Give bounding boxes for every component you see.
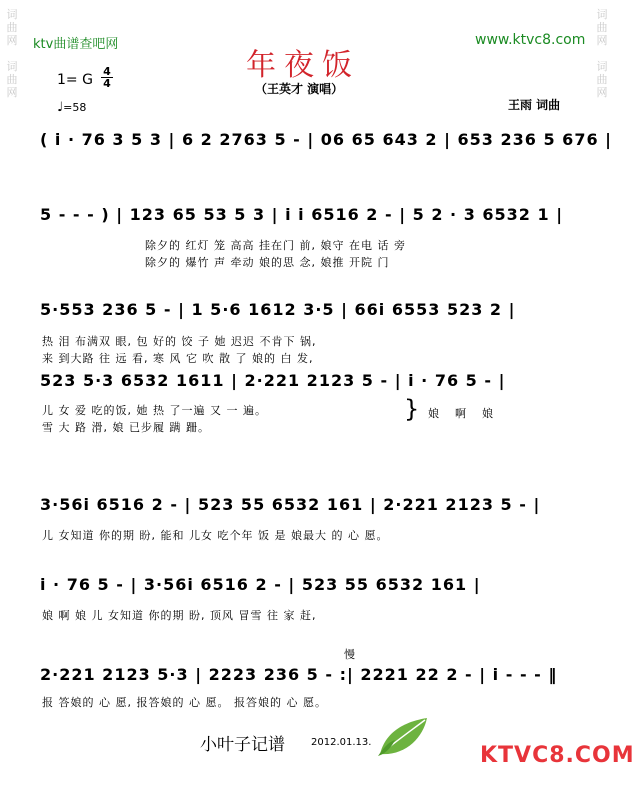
singer-credit: （王英才 演唱）: [255, 82, 344, 96]
transcription-date: 2012.01.13.: [311, 737, 372, 748]
composer-credit: 王雨 词曲: [508, 98, 561, 112]
lyric-line: 来 到大路 往 远 看, 寒 风 它 吹 散 了 娘的 白 发,: [42, 352, 314, 365]
lyric-line: 娘 啊 娘 儿 女知道 你的期 盼, 顶风 冒雪 往 家 赶,: [42, 609, 317, 622]
lyric-line: 儿 女知道 你的期 盼, 能和 儿女 吃个年 饭 是 娘最大 的 心 愿。: [42, 529, 389, 542]
leaf-logo-icon: [375, 716, 430, 758]
brand-logo-text: KTVC8.COM: [480, 743, 635, 768]
score-line-1: ( i · 76 3 5 3 | 6 2 2763 5 - | 06 65 643 2 | 653 236 5 676 |: [40, 130, 612, 149]
site-url-right: www.ktvc8.com: [475, 32, 586, 48]
lyric-line: 热 泪 布满双 眼, 包 好的 饺 子 她 迟迟 不肯下 锅,: [42, 335, 317, 348]
lyric-line: 除夕的 红灯 笼 高高 挂在门 前, 娘守 在电 话 旁: [145, 239, 406, 252]
lyric-line: 雪 大 路 滑, 娘 已步履 蹒 跚。: [42, 421, 210, 434]
lyric-line: 儿 女 爱 吃的饭, 她 热 了一遍 又 一 遍。: [42, 404, 267, 417]
lyric-oh-words: 娘啊娘: [428, 407, 509, 420]
score-line-5: 3·56i 6516 2 - | 523 55 6532 161 | 2·221 2123 5 - |: [40, 495, 541, 514]
score-line-3: 5·553 236 5 - | 1 5·6 1612 3·5 | 66i 6553 523 2 |: [40, 300, 516, 319]
lyric-line: 除夕的 爆竹 声 牵动 娘的思 念, 娘推 开院 门: [145, 256, 390, 269]
watermark-right: 词 曲 网 词 曲 网: [596, 8, 608, 99]
tempo-mark: ♩=58: [57, 100, 87, 115]
time-signature: 4 4: [101, 66, 113, 89]
song-title: 年夜饭: [246, 48, 360, 83]
transcriber-signature: 小叶子记谱: [200, 735, 285, 755]
site-name-left: ktv曲谱查吧网: [33, 37, 119, 52]
score-line-7: 2·221 2123 5·3 | 2223 236 5 - :| 2221 22 2 - | i - - - ‖: [40, 665, 558, 684]
watermark-left: 词 曲 网 词 曲 网: [6, 8, 18, 99]
quarter-note-icon: ♩: [57, 100, 64, 115]
key-signature: 1= G: [57, 72, 93, 88]
slow-mark: 慢: [344, 648, 355, 661]
score-line-6: i · 76 5 - | 3·56i 6516 2 - | 523 55 6532 161 |: [40, 575, 481, 594]
lyric-brace: }: [404, 395, 420, 423]
lyric-line: 报 答娘的 心 愿, 报答娘的 心 愿。 报答娘的 心 愿。: [42, 696, 327, 709]
score-line-4: 523 5·3 6532 1611 | 2·221 2123 5 - | i · 76 5 - |: [40, 371, 506, 390]
score-line-2: 5 - - - ) | 123 65 53 5 3 | i i 6516 2 - | 5 2 · 3 6532 1 |: [40, 205, 564, 224]
